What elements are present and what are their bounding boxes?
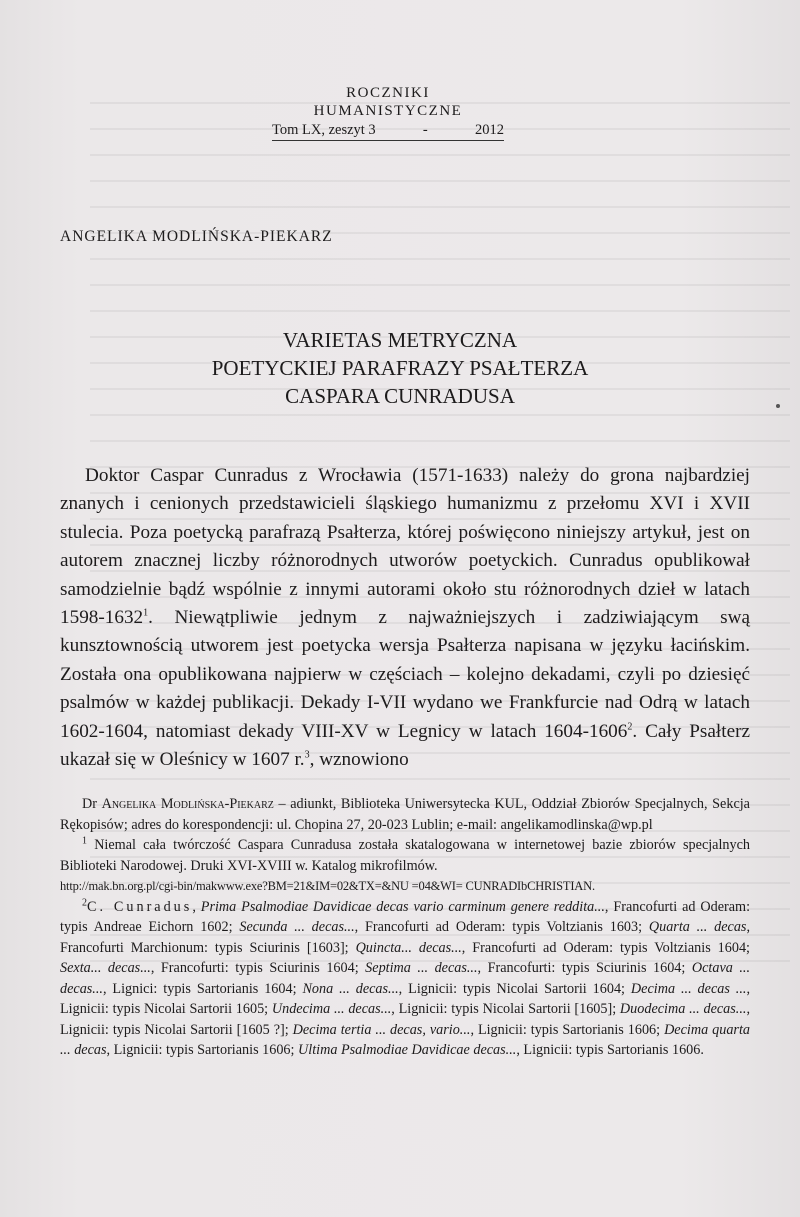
volume-number: Tom LX, zeszyt 3 bbox=[272, 122, 376, 138]
citation-text: , Francofurti Marchionum: typis Sciurinis [1603]; bbox=[60, 919, 750, 956]
footnote-ref-1: 1 bbox=[143, 607, 149, 619]
body-text-segment: . Niewątpliwie jednym z najważniejszych i zadziwiającym swą kunsztownością utworem jest poetycka wersja Psałterza napisana w języku łacińskim. Została ona opublikowana najpierw w częściach – kolejno dekadami, czyli po dziesięć psalmów w każdej publikacji. Dekady I-VII wydano we Frankfurcie nad Odrą w latach 1602-1604, natomiast dekady VIII-XV w Legnicy w latach 1604-1606 bbox=[60, 607, 750, 742]
citation-text: , Lignicii: typis Sartorianis 1606. bbox=[516, 1042, 704, 1058]
citation-title: Prima Psalmodiae Davidicae decas vario carminum genere reddita... bbox=[200, 898, 605, 915]
footnotes bbox=[60, 794, 750, 1061]
citation-title: Decima tertia ... decas, vario... bbox=[292, 1021, 471, 1038]
citation-title: Decima quarta ... decas bbox=[60, 1021, 750, 1058]
citation-text: , Francofurti: typis Sciurinis 1604; bbox=[477, 960, 692, 976]
footnote-number: 2 bbox=[82, 896, 87, 908]
citation-title: Quincta... decas... bbox=[355, 939, 462, 956]
citation-text: , Francofurti ad Oderam: typis Voltzianis 1604; bbox=[461, 939, 750, 956]
footnote-ref-2: 2 bbox=[627, 721, 633, 733]
citation-text: , bbox=[192, 898, 201, 915]
citation-text: , Lignicii: typis Nicolai Sartorii 1605; bbox=[60, 980, 750, 1017]
footnote-ref-3: 3 bbox=[304, 749, 310, 761]
citation-title: Ultima Psalmodiae Davidicae decas... bbox=[298, 1042, 517, 1058]
citation-title: Quarta ... decas bbox=[648, 919, 747, 935]
body-paragraph bbox=[60, 462, 750, 774]
article-title bbox=[60, 326, 740, 410]
journal-title: ROCZNIKI HUMANISTYCZNE bbox=[313, 85, 463, 119]
citation-title: Octava ... decas... bbox=[60, 960, 750, 997]
citation-text: , Francofurti ad Oderam: typis Andreae Eichorn 1602; bbox=[60, 898, 751, 935]
volume-dash: - bbox=[422, 122, 428, 138]
citation-title: Duodecima ... decas... bbox=[619, 1001, 747, 1017]
citation-title: Secunda ... decas... bbox=[239, 919, 355, 935]
citation-title: Nona ... decas... bbox=[302, 980, 399, 997]
body-text-segment: , wznowiono bbox=[309, 749, 409, 771]
cited-author: C. Cunradus bbox=[87, 898, 193, 915]
title-line-1: VARIETAS METRYCZNA bbox=[282, 328, 518, 352]
body-text-segment: . Cały Psałterz ukazał się w Oleśnicy w 1607 r. bbox=[60, 720, 750, 771]
citation-text: , Francofurti ad Oderam: typis Voltzianis 1603; bbox=[354, 919, 649, 935]
citation-title: Septima ... decas... bbox=[365, 960, 478, 976]
citation-text: , Lignicii: typis Sartorianis 1606; bbox=[106, 1042, 299, 1058]
footnote-1 bbox=[60, 835, 750, 897]
citation-text: , Lignicii: typis Nicolai Sartorii [1605 ?]; bbox=[60, 1001, 750, 1038]
footnote-number: 1 bbox=[82, 835, 87, 847]
citation-title: Undecima ... decas... bbox=[271, 1001, 392, 1017]
citation-text: , Lignici: typis Sartorianis 1604; bbox=[102, 980, 303, 997]
article-author: ANGELIKA MODLIŃSKA-PIEKARZ bbox=[60, 228, 333, 245]
article-body bbox=[60, 462, 750, 774]
paper-speck bbox=[776, 404, 780, 408]
citation-text: , Lignicii: typis Sartorianis 1606; bbox=[470, 1021, 665, 1038]
author-affiliation bbox=[60, 794, 750, 835]
title-line-2: POETYCKIEJ PARAFRAZY PSAŁTERZA bbox=[211, 356, 589, 380]
affiliation-text: – adiunkt, Biblioteka Uniwersytecka KUL, Oddział Zbiorów Specjalnych, Sekcja Rękopisów; adres do korespondencji: ul. Chopina 27, 20-023 Lublin; e-mail: angelikamodlinska@wp.pl bbox=[60, 796, 750, 833]
footnote-2 bbox=[60, 897, 750, 1061]
citation-title: Sexta... decas... bbox=[60, 960, 151, 976]
footnote-url: http://mak.bn.org.pl/cgi-bin/makwww.exe?BM=21&IM=02&TX=&NU =04&WI= CUNRADIbCHRISTIAN. bbox=[60, 879, 595, 893]
citation-text: , Lignicii: typis Nicolai Sartorii [1605]; bbox=[391, 1001, 620, 1017]
volume-year: 2012 bbox=[475, 122, 504, 138]
citation-text: , Lignicii: typis Nicolai Sartorii 1604; bbox=[398, 980, 631, 997]
title-line-3: CASPARA CUNRADUSA bbox=[285, 384, 515, 408]
citation-text: , Francofurti: typis Sciurinis 1604; bbox=[150, 960, 366, 976]
volume-line bbox=[272, 121, 504, 141]
footnote-text: Niemal cała twórczość Caspara Cunradusa została skatalogowana w internetowej bazie zbiorów specjalnych Biblioteki Narodowej. Druki XVI-XVIII w. Katalog mikrofilmów. bbox=[60, 837, 750, 874]
citation-title: Decima ... decas ... bbox=[630, 980, 747, 997]
affiliation-prefix: Dr bbox=[82, 796, 102, 812]
affiliation-name: Angelika Modlińska-Piekarz bbox=[101, 796, 274, 812]
running-header bbox=[272, 84, 504, 141]
body-text-segment: Doktor Caspar Cunradus z Wrocławia (1571-1633) należy do grona najbardziej znanych i cenionych przedstawicieli śląskiego humanizmu z przełomu XVI i XVII stulecia. Poza poetycką parafrazą Psałterza, której poświęcono niniejszy artykuł, jest on autorem znacznej liczby różnorodnych utworów poetyckich. Cunradus opublikował samodzielnie bądź wspólnie z innymi autorami około stu różnorodnych dzieł w latach 1598-1632 bbox=[60, 465, 750, 629]
